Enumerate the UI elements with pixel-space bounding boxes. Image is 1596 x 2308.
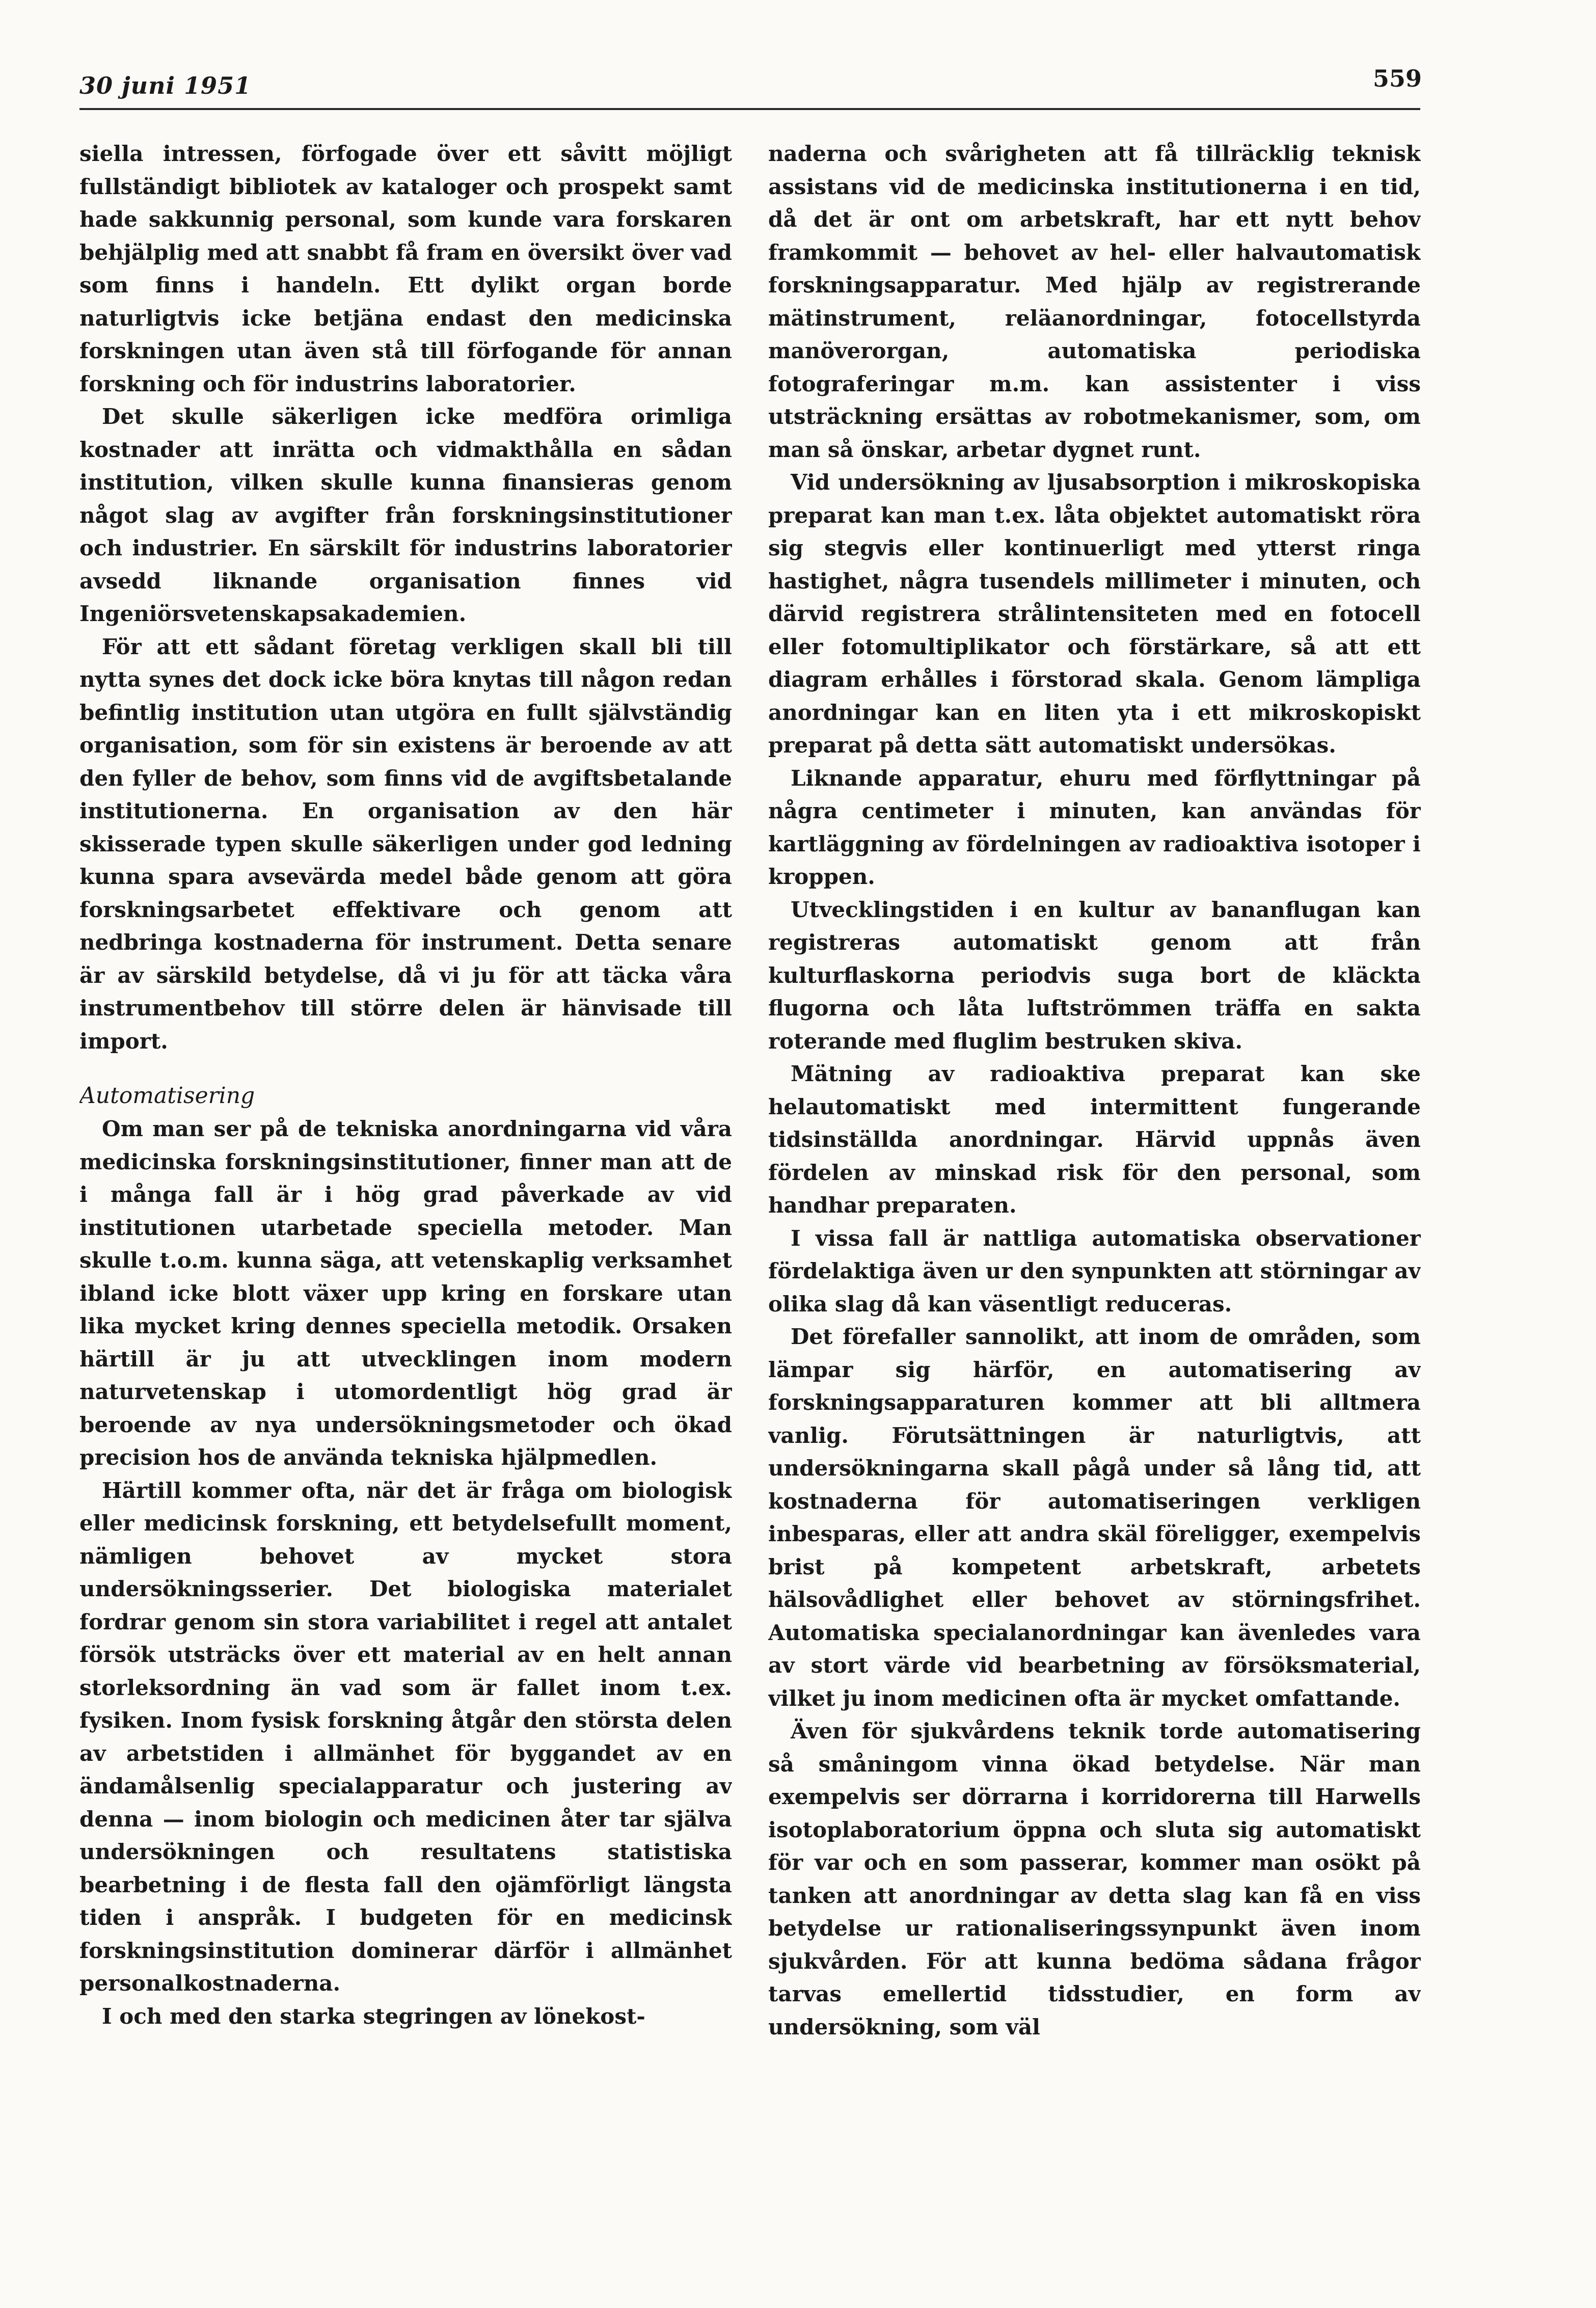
paragraph: siella intressen, förfogade över ett såvitt möjligt fullständigt bibliotek av kataloger och prospekt samt hade sakkunnig personal, som kunde vara forskaren behjälplig med att snabbt få fram en översikt över vad som finns i handeln. Ett dylikt organ borde naturligtvis icke betjäna endast den medicinska forskningen utan även stå till förfogande för annan forskning och för industrins laboratorier. [79,141,732,396]
paragraph: I och med den starka stegringen av lönekost- [102,2003,645,2029]
header-date: 30 juni 1951 [79,72,252,99]
paragraph: naderna och svårigheten att få tillräcklig teknisk assistans vid de medicinska institutionerna i en tid, då det är ont om arbetskraft, har ett nytt behov framkommit — behovet av hel- eller halvautomatisk forskningsapparatur. Med hjälp av registrerande mätinstrument, reläanordningar, fotocellstyrda manöverorgan, automatiska periodiska fotograferingar m.m. kan assistenter i viss utsträckning ersättas av robotmekanismer, som, om man så önskar, arbetar dygnet runt. [768,141,1421,462]
paragraph: Liknande apparatur, ehuru med förflyttningar på några centimeter i minuten, kan användas för kartläggning av fördelningen av radioaktiva isotoper i kroppen. [768,765,1421,889]
header-rule [79,108,1420,110]
paragraph: Om man ser på de tekniska anordningarna vid våra medicinska forskningsinstitutioner, finner man att de i många fall är i hög grad påverkade av vid institutionen utarbetade speciella metoder. Man skulle t.o.m. kunna säga, att vetenskaplig verksamhet ibland icke blott växer upp kring en forskare utan lika mycket kring dennes speciella metodik. Orsaken härtill är ju att utvecklingen inom modern naturvetenskap i utomordentligt hög grad är beroende av nya undersökningsmetoder och ökad precision hos de använda tekniska hjälpmedlen. [79,1116,732,1470]
paragraph: Det förefaller sannolikt, att inom de områden, som lämpar sig härför, en automatisering av forskningsapparaturen kommer att bli alltmera vanlig. Förutsättningen är naturligtvis, att undersökningarna skall pågå under så lång tid, att kostnaderna för automatiseringen verkligen inbesparas, eller att andra skäl föreligger, exempelvis brist på kompetent arbetskraft, arbetets hälsovådlighet eller behovet av störningsfrihet. Automatiska specialanordningar kan ävenledes vara av stort värde vid bearbetning av försöksmaterial, vilket ju inom medicinen ofta är mycket omfattande. [768,1324,1421,1711]
page-number: 559 [1373,65,1422,92]
paragraph: Vid undersökning av ljusabsorption i mikroskopiska preparat kan man t.ex. låta objektet automatiskt röra sig stegvis eller kontinuerligt med ytterst ringa hastighet, några tusendels millimeter i minuten, och därvid registrera strålintensiteten med en fotocell eller fotomultiplikator och förstärkare, så att ett diagram erhålles i förstorad skala. Genom lämpliga anordningar kan en liten yta i ett mikroskopiskt preparat på detta sätt automatiskt undersökas. [768,470,1421,758]
paragraph: Utvecklingstiden i en kultur av bananflugan kan registreras automatiskt genom att från kulturflaskorna periodvis suga bort de kläckta flugorna och låta luftströmmen träffa en sakta roterande med fluglim bestruken skiva. [768,897,1421,1054]
paragraph: Även för sjukvårdens teknik torde automatisering så småningom vinna ökad betydelse. När man exempelvis ser dörrarna i korridorerna till Harwells isotoplaboratorium öppna och sluta sig automatiskt för var och en som passerar, kommer man osökt på tanken att anordningar av detta slag kan få en viss betydelse ur rationaliseringssynpunkt även inom sjukvården. För att kunna bedöma sådana frågor tarvas emellertid tidsstudier, en form av undersökning, som väl [768,1719,1421,2039]
section-heading: Automatisering [79,1083,255,1109]
paragraph: Mätning av radioaktiva preparat kan ske helautomatiskt med intermittent fungerande tidsinställda anordningar. Härvid uppnås även fördelen av minskad risk för den personal, som handhar preparaten. [768,1061,1421,1218]
paragraph: För att ett sådant företag verkligen skall bli till nytta synes det dock icke böra knytas till någon redan befintlig institution utan utgöra en fullt självständig organisation, som för sin existens är beroende av att den fyller de behov, som finns vid de avgiftsbetalande institutionerna. En organisation av den här skisserade typen skulle säkerligen under god ledning kunna spara avsevärda medel både genom att göra forskningsarbetet effektivare och genom att nedbringa kostnaderna för instrument. Detta senare är av särskild betydelse, då vi ju för att täcka våra instrumentbehov till större delen är hänvisade till import. [79,634,732,1054]
paragraph: I vissa fall är nattliga automatiska observationer fördelaktiga även ur den synpunkten att störningar av olika slag då kan väsentligt reduceras. [768,1225,1421,1317]
paragraph: Det skulle säkerligen icke medföra orimliga kostnader att inrätta och vidmakthålla en sådan institution, vilken skulle kunna finansieras genom något slag av avgifter från forskningsinstitutioner och industrier. En särskilt för industrins laboratorier avsedd liknande organisation finnes vid Ingeniörsvetenskapsakademien. [79,404,732,626]
paragraph: Härtill kommer ofta, när det är fråga om biologisk eller medicinsk forskning, ett betydelsefullt moment, nämligen behovet av mycket stora undersökningsserier. Det biologiska materialet fordrar genom sin stora variabilitet i regel att antalet försök utsträcks över ett material av en helt annan storleksordning än vad som är fallet inom t.ex. fysiken. Inom fysisk forskning åtgår den största delen av arbetstiden i allmänhet för byggandet av en ändamålsenlig specialapparatur och justering av denna — inom biologin och medicinen åter tar själva undersökningen och resultatens statistiska bearbetning i de flesta fall den ojämförligt längsta tiden i anspråk. I budgeten för en medicinsk forskningsinstitution dominerar därför i allmänhet personalkostnaderna. [79,1478,732,1996]
left-column [79,138,732,2257]
right-column [768,138,1421,2257]
